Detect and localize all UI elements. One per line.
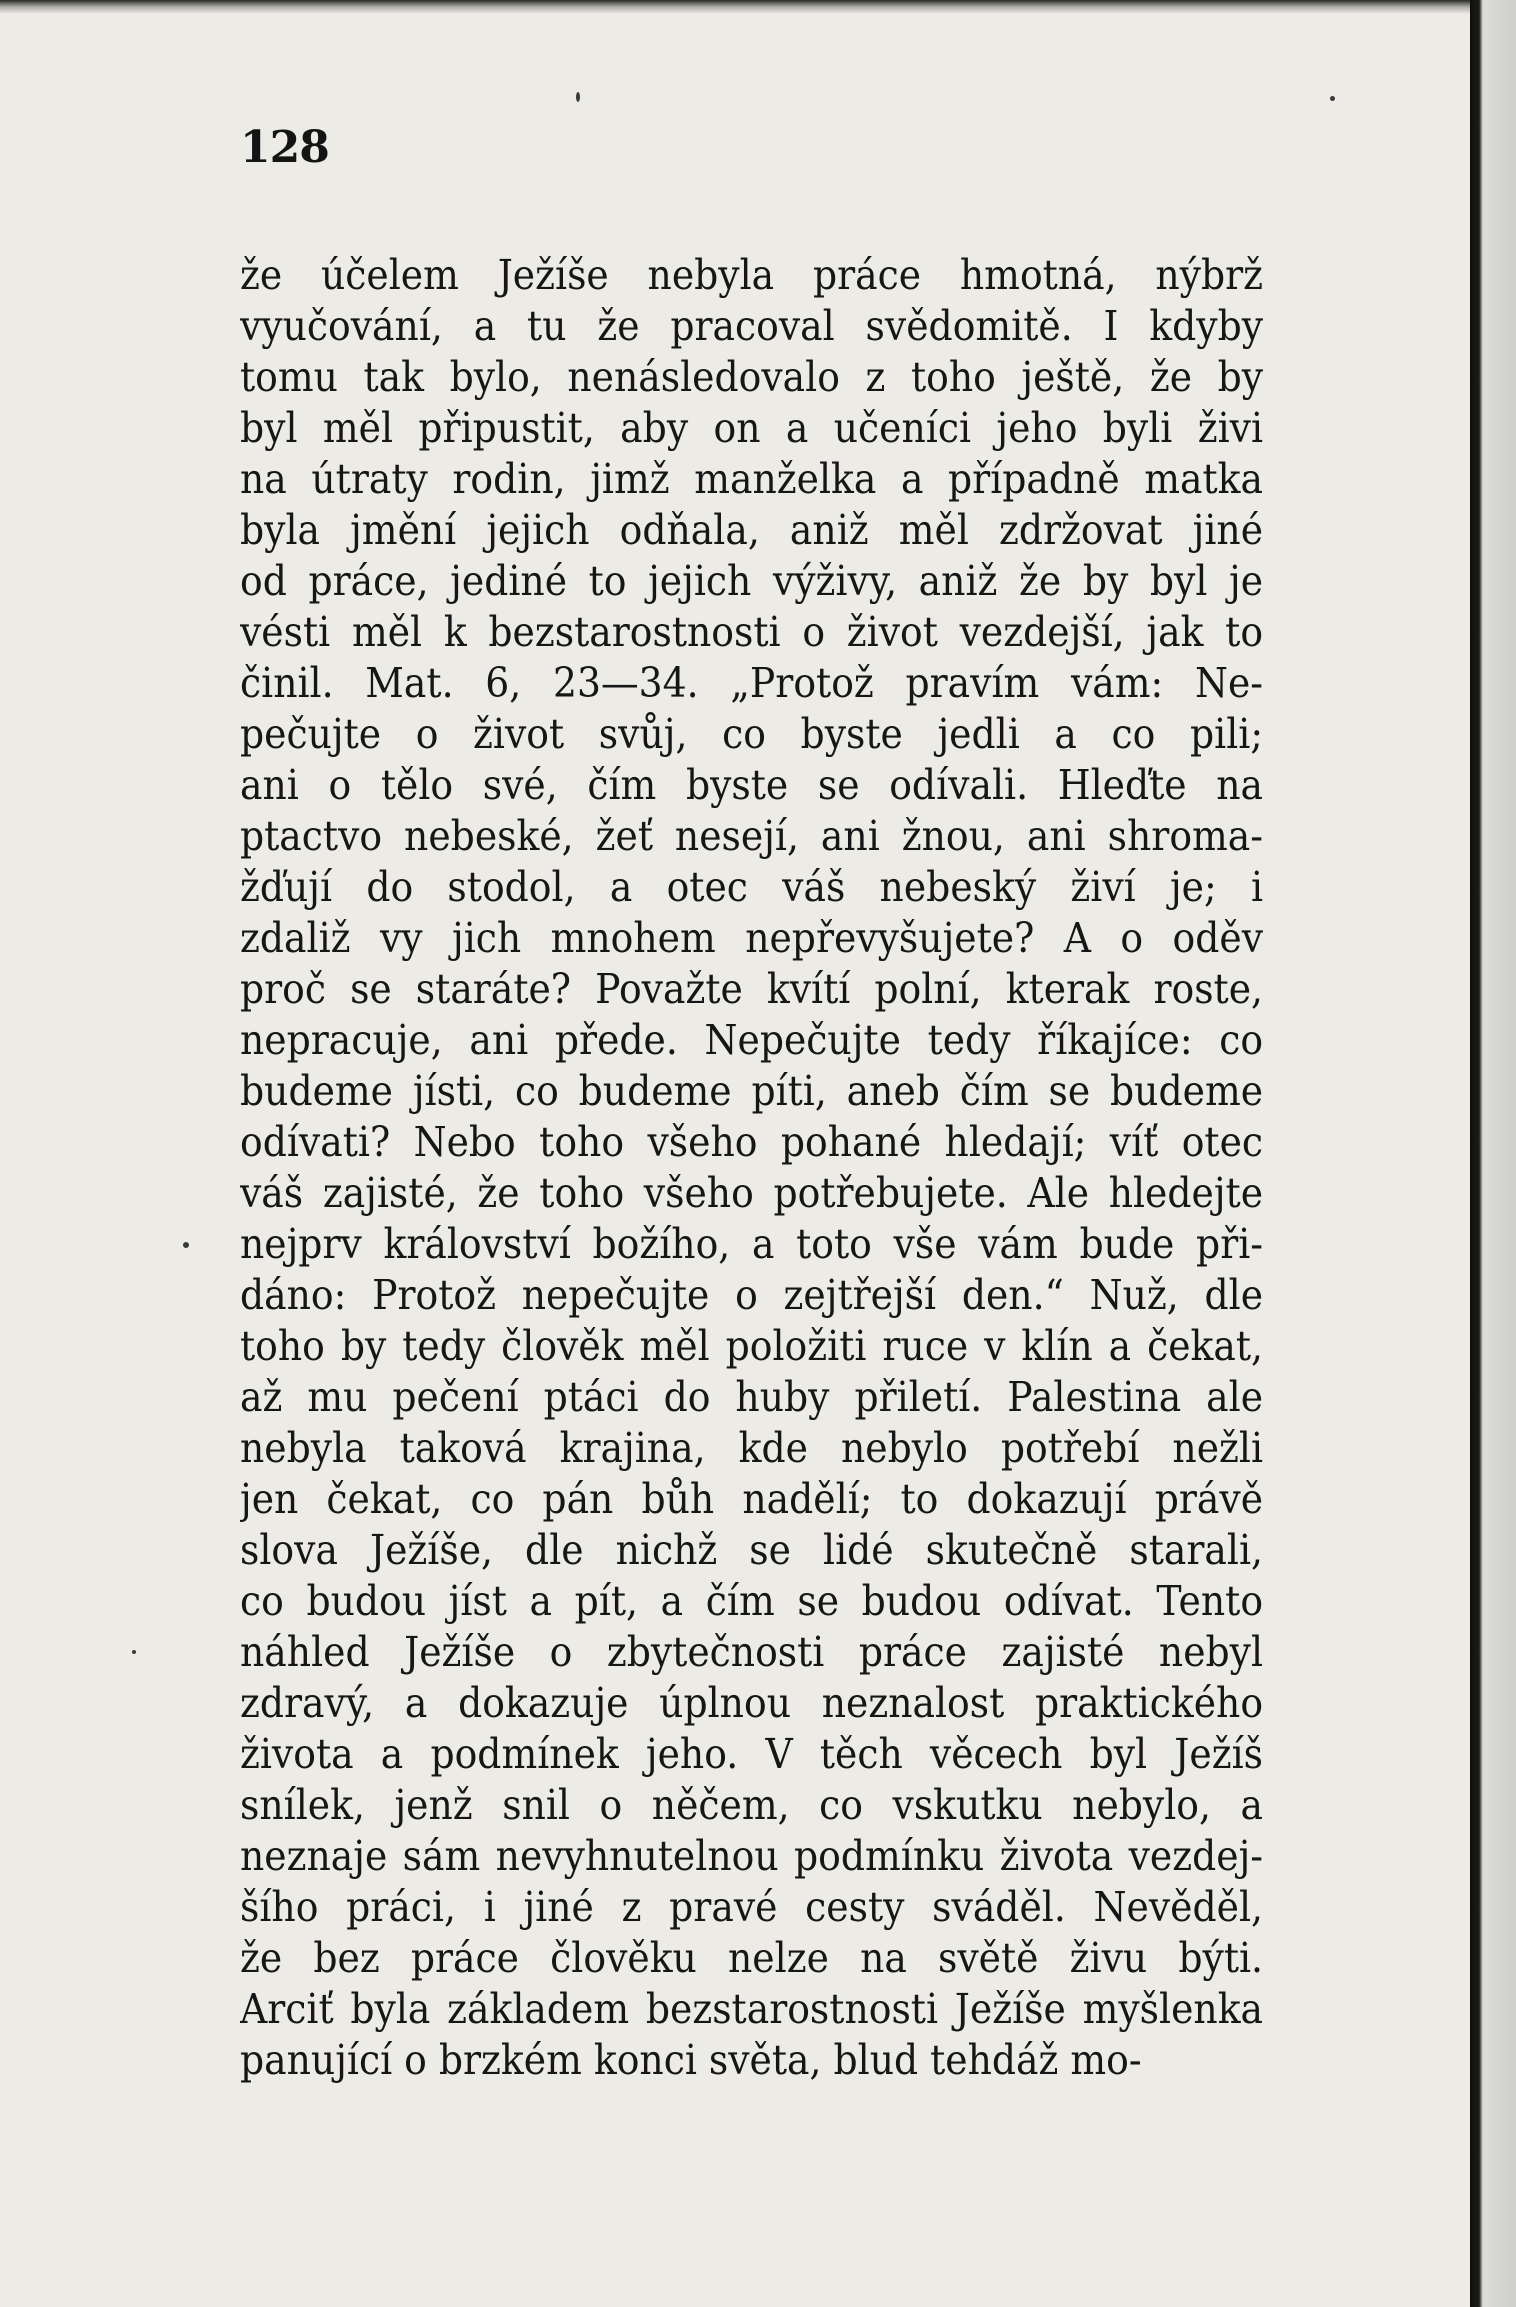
text-line: na útraty rodin, jimž manželka a případně matka [240,455,1264,503]
text-line: dáno: Protož nepečujte o zejtřejší den.“ Nuž, dle [240,1271,1264,1319]
text-line: váš zajisté, že toho všeho potřebujete. Ale hledejte [240,1169,1264,1217]
text-line: snílek, jenž snil o něčem, co vskutku nebylo, a [240,1781,1264,1829]
text-line: budeme jísti, co budeme píti, aneb čím se budeme [240,1067,1264,1115]
text-line: zdravý, a dokazuje úplnou neznalost praktického [240,1679,1264,1727]
text-line: vésti měl k bezstarostnosti o život vezdejší, jak to [240,608,1264,656]
text-line: zdaliž vy jich mnohem nepřevyšujete? A o oděv [240,914,1264,962]
text-line: panující o brzkém konci světa, blud tehdáž mo- [240,2036,1142,2084]
text-line: byla jmění jejich odňala, aniž měl zdržovat jiné [240,506,1264,554]
text-line: slova Ježíše, dle nichž se lidé skutečně starali, [240,1526,1264,1574]
text-line: Arciť byla základem bezstarostnosti Ježíše myšlenka [240,1985,1264,2033]
text-line: byl měl připustit, aby on a učeníci jeho byli živi [240,404,1264,452]
text-line: žďují do stodol, a otec váš nebeský živí je; i [240,863,1264,911]
page-number: 128 [240,122,329,173]
text-line: šího práci, i jiné z pravé cesty sváděl. Nevěděl, [240,1883,1264,1931]
text-line: toho by tedy člověk měl položiti ruce v klín a čekat, [240,1322,1264,1370]
scan-speck [132,1650,136,1654]
text-line: pečujte o život svůj, co byste jedli a co pili; [240,710,1264,758]
text-line: ani o tělo své, čím byste se odívali. Hleďte na [240,761,1264,809]
text-line: nejprv království božího, a toto vše vám bude při- [240,1220,1264,1268]
text-line: jen čekat, co pán bůh nadělí; to dokazují právě [240,1475,1264,1523]
text-line: že účelem Ježíše nebyla práce hmotná, nýbrž [240,251,1264,299]
text-line: života a podmínek jeho. V těch věcech byl Ježíš [240,1730,1264,1778]
text-line: tomu tak bylo, nenásledovalo z toho ještě, že by [240,353,1264,401]
scan-speck [1330,96,1335,101]
text-line: činil. Mat. 6, 23—34. „Protož pravím vám: Ne- [240,659,1264,707]
text-line: až mu pečení ptáci do huby přiletí. Palestina ale [240,1373,1264,1421]
text-line: odívati? Nebo toho všeho pohané hledají; víť otec [240,1118,1264,1166]
text-line: neznaje sám nevyhnutelnou podmínku života vezdej- [240,1832,1264,1880]
scan-speck [576,92,580,102]
book-edge [1470,0,1516,2307]
text-line: proč se staráte? Považte kvítí polní, kterak roste, [240,965,1264,1013]
scan-speck [183,1242,189,1248]
text-line: že bez práce člověku nelze na světě živu býti. [240,1934,1264,1982]
text-line: co budou jíst a pít, a čím se budou odívat. Tento [240,1577,1264,1625]
text-line: nepracuje, ani přede. Nepečujte tedy říkajíce: co [240,1016,1264,1064]
body-text [240,250,1263,2086]
text-line: vyučování, a tu že pracoval svědomitě. I kdyby [240,302,1264,350]
text-line: nebyla taková krajina, kde nebylo potřebí nežli [240,1424,1264,1472]
text-line: od práce, jediné to jejich výživy, aniž že by byl je [240,557,1264,605]
text-line: ptactvo nebeské, žeť nesejí, ani žnou, ani shroma- [240,812,1264,860]
text-line: náhled Ježíše o zbytečnosti práce zajisté nebyl [240,1628,1264,1676]
